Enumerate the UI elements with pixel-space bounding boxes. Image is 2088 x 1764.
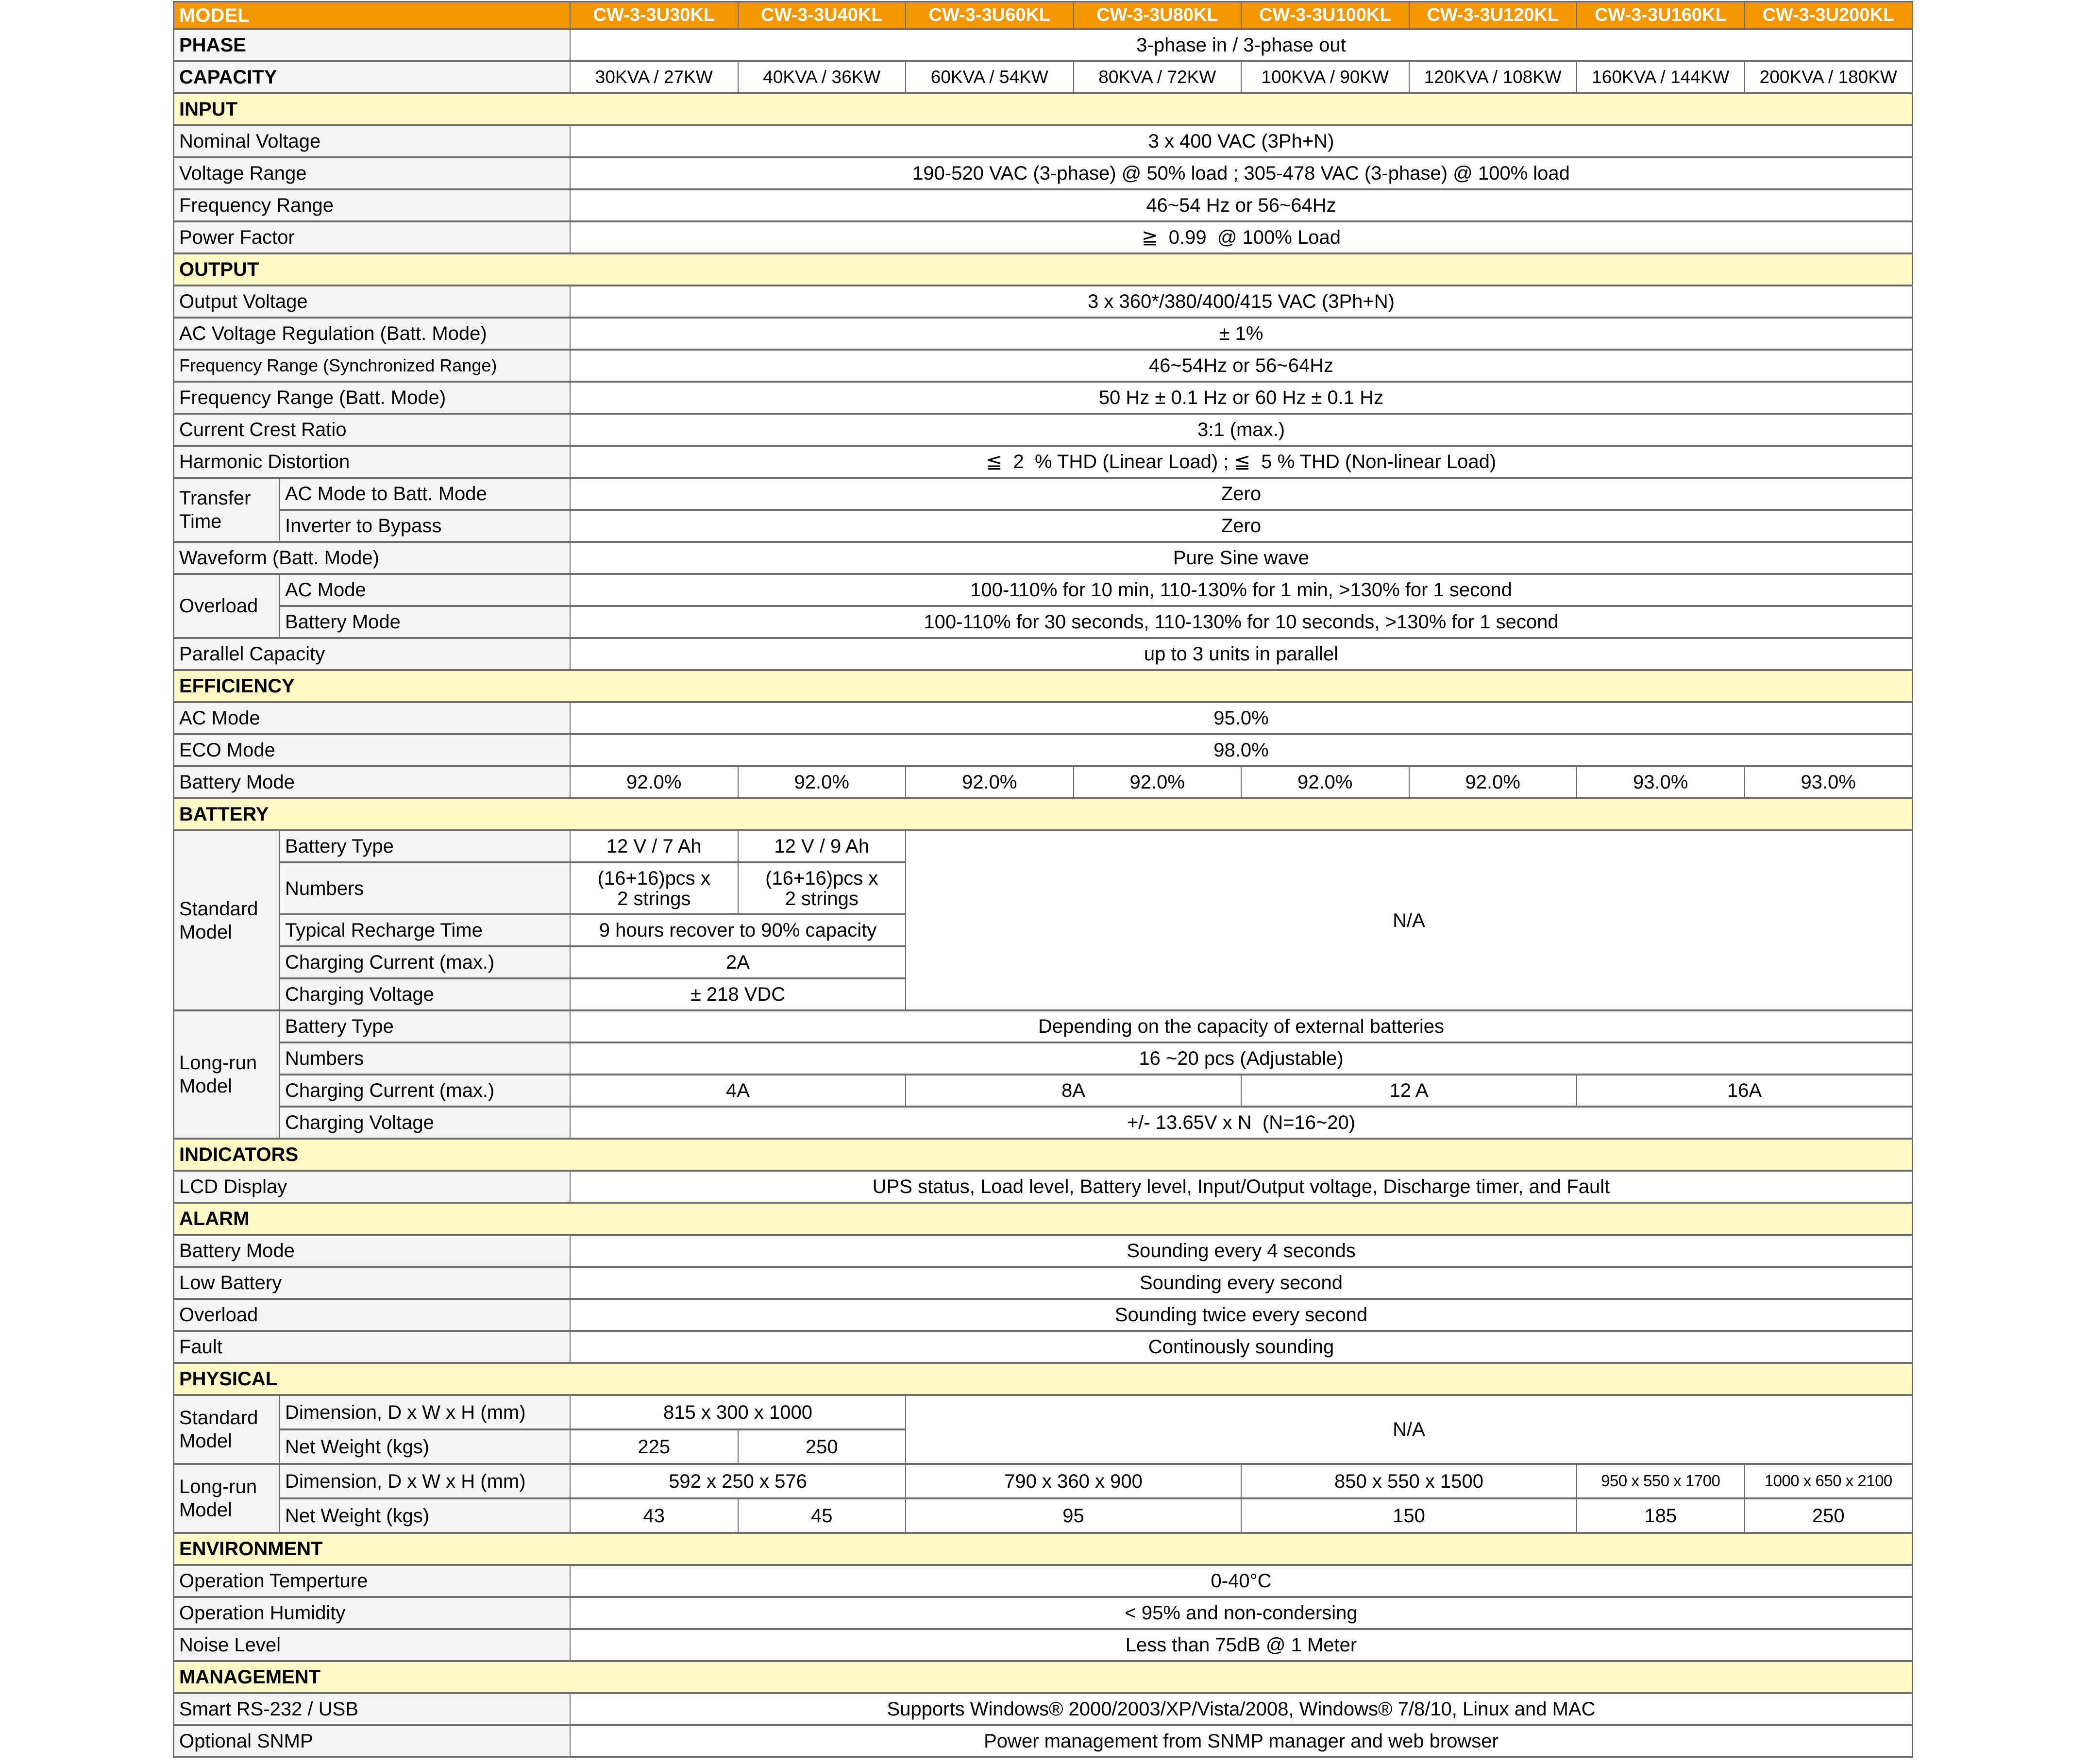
- section-header-indicators: INDICATORS: [174, 1140, 1912, 1170]
- section-header-output: OUTPUT: [174, 254, 1912, 285]
- spec-label: LCD Display: [174, 1172, 570, 1202]
- spec-value: 2A: [571, 947, 905, 977]
- section-header-input: INPUT: [174, 94, 1912, 124]
- spec-sublabel: Battery Type: [280, 831, 570, 861]
- model-column-header: CW-3-3U120KL: [1410, 2, 1577, 28]
- spec-value: 92.0%: [1074, 767, 1241, 797]
- spec-value: 50 Hz ± 0.1 Hz or 60 Hz ± 0.1 Hz: [571, 383, 1912, 413]
- section-header-environment: ENVIRONMENT: [174, 1534, 1912, 1564]
- spec-sublabel: Inverter to Bypass: [280, 511, 570, 541]
- spec-value: 12 V / 9 Ah: [739, 831, 906, 861]
- spec-value: Pure Sine wave: [571, 543, 1912, 573]
- spec-value: ≧ 0.99 @ 100% Load: [571, 222, 1912, 252]
- spec-value: 100-110% for 30 seconds, 110-130% for 10 seconds, >130% for 1 second: [571, 607, 1912, 637]
- spec-value: 93.0%: [1745, 767, 1912, 797]
- overload-group-label: Overload: [174, 575, 279, 637]
- model-column-header: CW-3-3U60KL: [906, 2, 1073, 28]
- model-column-header: CW-3-3U200KL: [1745, 2, 1912, 28]
- spec-value: Less than 75dB @ 1 Meter: [571, 1630, 1912, 1660]
- spec-label: Current Crest Ratio: [174, 415, 570, 445]
- spec-sublabel: Charging Current (max.): [280, 1075, 570, 1106]
- spec-value: ≦ 2 % THD (Linear Load) ; ≦ 5 % THD (Non-linear Load): [571, 447, 1912, 477]
- spec-label: AC Mode: [174, 703, 570, 733]
- spec-value: 43: [571, 1499, 738, 1532]
- spec-value: 92.0%: [571, 767, 738, 797]
- capacity-value: 120KVA / 108KW: [1410, 62, 1577, 92]
- spec-value: 592 x 250 x 576: [571, 1465, 905, 1497]
- model-column-header: CW-3-3U100KL: [1242, 2, 1409, 28]
- capacity-value: 160KVA / 144KW: [1577, 62, 1744, 92]
- spec-sublabel: AC Mode: [280, 575, 570, 605]
- spec-table: [173, 1, 1913, 1758]
- spec-value: 46~54Hz or 56~64Hz: [571, 351, 1912, 381]
- spec-value: < 95% and non-condersing: [571, 1598, 1912, 1628]
- spec-value: Power management from SNMP manager and web browser: [571, 1726, 1912, 1756]
- spec-sublabel: Battery Type: [280, 1011, 570, 1042]
- capacity-value: 60KVA / 54KW: [906, 62, 1073, 92]
- spec-value: 3:1 (max.): [571, 415, 1912, 445]
- spec-value: 93.0%: [1577, 767, 1744, 797]
- spec-value: Zero: [571, 479, 1912, 509]
- spec-sublabel: Charging Voltage: [280, 1108, 570, 1138]
- spec-value: 98.0%: [571, 735, 1912, 765]
- spec-value: UPS status, Load level, Battery level, Input/Output voltage, Discharge timer, and Fault: [571, 1172, 1912, 1202]
- standard-model-group-label: Standard Model: [174, 831, 279, 1009]
- spec-value: ± 218 VDC: [571, 979, 905, 1009]
- spec-value: 8A: [906, 1075, 1241, 1106]
- spec-sublabel: Dimension, D x W x H (mm): [280, 1396, 570, 1428]
- spec-value: Supports Windows® 2000/2003/XP/Vista/2008, Windows® 7/8/10, Linux and MAC: [571, 1694, 1912, 1724]
- spec-label: AC Voltage Regulation (Batt. Mode): [174, 319, 570, 349]
- spec-sublabel: Charging Voltage: [280, 979, 570, 1009]
- spec-value: 225: [571, 1430, 738, 1463]
- spec-value: (16+16)pcs x 2 strings: [739, 863, 906, 913]
- spec-label: ECO Mode: [174, 735, 570, 765]
- spec-label: Harmonic Distortion: [174, 447, 570, 477]
- phase-label: PHASE: [174, 30, 570, 60]
- spec-sublabel: Net Weight (kgs): [280, 1430, 570, 1463]
- spec-sublabel: AC Mode to Batt. Mode: [280, 479, 570, 509]
- spec-value: 790 x 360 x 900: [906, 1465, 1241, 1497]
- spec-value: 950 x 550 x 1700: [1577, 1465, 1744, 1497]
- section-header-management: MANAGEMENT: [174, 1662, 1912, 1692]
- spec-sublabel: Charging Current (max.): [280, 947, 570, 977]
- spec-value: 185: [1577, 1499, 1744, 1532]
- spec-value: 16 ~20 pcs (Adjustable): [571, 1043, 1912, 1074]
- capacity-value: 80KVA / 72KW: [1074, 62, 1241, 92]
- spec-label: Smart RS-232 / USB: [174, 1694, 570, 1724]
- spec-value: (16+16)pcs x 2 strings: [571, 863, 738, 913]
- spec-value: Depending on the capacity of external batteries: [571, 1011, 1912, 1042]
- capacity-value: 200KVA / 180KW: [1745, 62, 1912, 92]
- spec-sublabel: Net Weight (kgs): [280, 1499, 570, 1532]
- spec-label: Battery Mode: [174, 767, 570, 797]
- not-available-value: N/A: [906, 1396, 1912, 1463]
- long-run-model-group-label: Long-run Model: [174, 1465, 279, 1532]
- spec-value: 150: [1242, 1499, 1576, 1532]
- capacity-label: CAPACITY: [174, 62, 570, 92]
- spec-value: 95.0%: [571, 703, 1912, 733]
- transfer-time-group-label: Transfer Time: [174, 479, 279, 541]
- spec-label: Operation Temperture: [174, 1566, 570, 1596]
- spec-value: 3 x 400 VAC (3Ph+N): [571, 126, 1912, 156]
- phase-value: 3-phase in / 3-phase out: [571, 30, 1912, 60]
- spec-label: Nominal Voltage: [174, 126, 570, 156]
- spec-value: 4A: [571, 1075, 905, 1106]
- section-header-alarm: ALARM: [174, 1204, 1912, 1234]
- spec-value: 250: [1745, 1499, 1912, 1532]
- spec-value: Sounding every 4 seconds: [571, 1236, 1912, 1266]
- spec-value: Sounding every second: [571, 1268, 1912, 1298]
- spec-label: Overload: [174, 1300, 570, 1330]
- model-column-header: CW-3-3U30KL: [571, 2, 738, 28]
- spec-sublabel: Typical Recharge Time: [280, 915, 570, 945]
- spec-value: 92.0%: [1410, 767, 1577, 797]
- spec-label: Operation Humidity: [174, 1598, 570, 1628]
- standard-model-group-label: Standard Model: [174, 1396, 279, 1463]
- long-run-model-group-label: Long-run Model: [174, 1011, 279, 1138]
- spec-value: Zero: [571, 511, 1912, 541]
- capacity-value: 100KVA / 90KW: [1242, 62, 1409, 92]
- spec-label: Frequency Range (Batt. Mode): [174, 383, 570, 413]
- spec-value: up to 3 units in parallel: [571, 639, 1912, 669]
- spec-sublabel: Dimension, D x W x H (mm): [280, 1465, 570, 1497]
- spec-value: 0-40°C: [571, 1566, 1912, 1596]
- capacity-value: 40KVA / 36KW: [739, 62, 906, 92]
- spec-value: Continously sounding: [571, 1332, 1912, 1362]
- spec-sublabel: Numbers: [280, 863, 570, 913]
- spec-label: Parallel Capacity: [174, 639, 570, 669]
- spec-label: Fault: [174, 1332, 570, 1362]
- spec-value: Sounding twice every second: [571, 1300, 1912, 1330]
- spec-sublabel: Battery Mode: [280, 607, 570, 637]
- section-header-physical: PHYSICAL: [174, 1364, 1912, 1394]
- spec-value: 92.0%: [906, 767, 1073, 797]
- not-available-value: N/A: [906, 831, 1912, 1009]
- section-header-battery: BATTERY: [174, 799, 1912, 829]
- model-column-header: CW-3-3U40KL: [739, 2, 906, 28]
- spec-label: Output Voltage: [174, 286, 570, 317]
- section-header-efficiency: EFFICIENCY: [174, 671, 1912, 701]
- spec-value: 46~54 Hz or 56~64Hz: [571, 190, 1912, 220]
- spec-value: 190-520 VAC (3-phase) @ 50% load ; 305-478 VAC (3-phase) @ 100% load: [571, 158, 1912, 188]
- spec-value: 1000 x 650 x 2100: [1745, 1465, 1912, 1497]
- model-column-header: CW-3-3U160KL: [1577, 2, 1744, 28]
- spec-value: 45: [739, 1499, 906, 1532]
- spec-value: 9 hours recover to 90% capacity: [571, 915, 905, 945]
- spec-value: +/- 13.65V x N (N=16~20): [571, 1108, 1912, 1138]
- spec-label: Low Battery: [174, 1268, 570, 1298]
- spec-value: 95: [906, 1499, 1241, 1532]
- spec-label: Optional SNMP: [174, 1726, 570, 1756]
- spec-label: Frequency Range: [174, 190, 570, 220]
- spec-label: Frequency Range (Synchronized Range): [174, 351, 570, 381]
- spec-value: 12 A: [1242, 1075, 1576, 1106]
- spec-value: 92.0%: [1242, 767, 1409, 797]
- spec-value: 3 x 360*/380/400/415 VAC (3Ph+N): [571, 286, 1912, 317]
- spec-value: 100-110% for 10 min, 110-130% for 1 min, >130% for 1 second: [571, 575, 1912, 605]
- spec-label: Battery Mode: [174, 1236, 570, 1266]
- spec-value: 815 x 300 x 1000: [571, 1396, 905, 1428]
- spec-sublabel: Numbers: [280, 1043, 570, 1074]
- spec-value: 16A: [1577, 1075, 1912, 1106]
- spec-value: ± 1%: [571, 319, 1912, 349]
- spec-label: Voltage Range: [174, 158, 570, 188]
- spec-label: Waveform (Batt. Mode): [174, 543, 570, 573]
- spec-value: 850 x 550 x 1500: [1242, 1465, 1576, 1497]
- model-column-header: CW-3-3U80KL: [1074, 2, 1241, 28]
- spec-value: 250: [739, 1430, 906, 1463]
- capacity-value: 30KVA / 27KW: [571, 62, 738, 92]
- spec-label: Noise Level: [174, 1630, 570, 1660]
- spec-value: 12 V / 7 Ah: [571, 831, 738, 861]
- model-header-label: MODEL: [174, 2, 570, 28]
- spec-label: Power Factor: [174, 222, 570, 252]
- spec-value: 92.0%: [739, 767, 906, 797]
